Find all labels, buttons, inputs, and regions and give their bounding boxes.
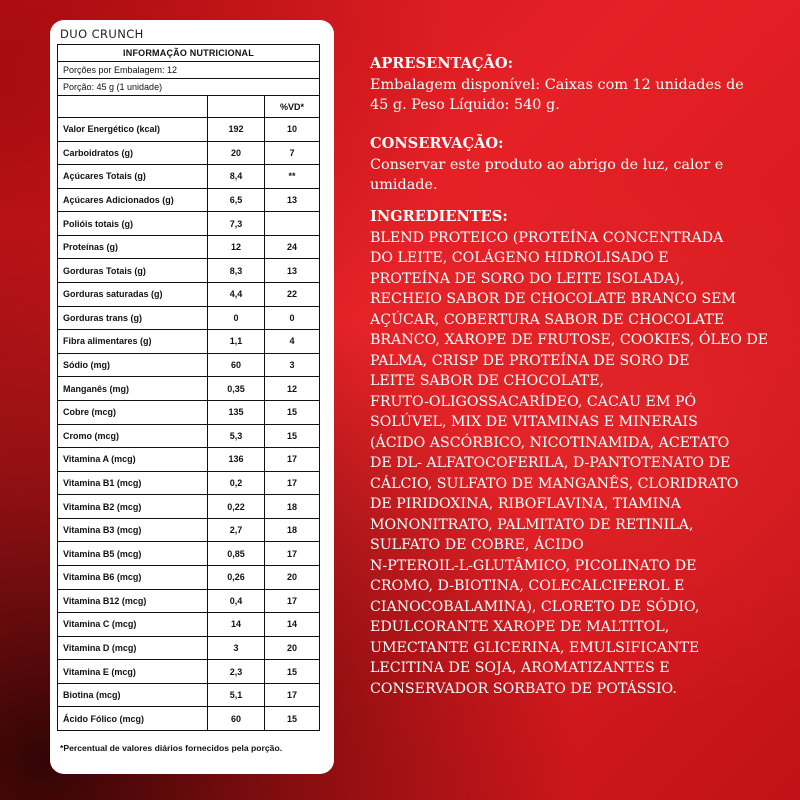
table-footnote: *Percentual de valores diários fornecidos pela porção. <box>60 743 283 753</box>
table-row <box>58 283 320 307</box>
nutrient-vd: 18 <box>265 495 320 519</box>
nutrient-vd: 20 <box>265 565 320 589</box>
nutrient-vd: 24 <box>265 235 320 259</box>
nutrient-quantity: 6,5 <box>208 188 265 212</box>
nutrient-vd: 14 <box>265 613 320 637</box>
nutrient-vd: 18 <box>265 518 320 542</box>
nutrient-name: Fibra alimentares (g) <box>58 330 208 354</box>
nutrient-vd: 12 <box>265 377 320 401</box>
nutrient-name: Açúcares Adicionados (g) <box>58 188 208 212</box>
nutrient-name: Polióis totais (g) <box>58 212 208 236</box>
nutrient-vd: 7 <box>265 141 320 165</box>
ingredients-text-line: UMECTANTE GLICERINA, EMULSIFICANTE <box>370 639 700 656</box>
serving-size: Porção: 45 g (1 unidade) <box>58 79 320 96</box>
nutrient-name: Biotina (mcg) <box>58 683 208 707</box>
table-row <box>58 353 320 377</box>
conservation-heading: CONSERVAÇÃO: <box>370 135 504 152</box>
nutrient-quantity: 2,3 <box>208 660 265 684</box>
vd-header: %VD* <box>265 96 320 118</box>
nutrient-vd: 17 <box>265 471 320 495</box>
table-row <box>58 188 320 212</box>
nutrient-vd: 15 <box>265 707 320 731</box>
ingredients-text-line: SOLÚVEL, MIX DE VITAMINAS E MINERAIS <box>370 414 698 431</box>
nutrient-name: Cobre (mcg) <box>58 400 208 424</box>
nutrient-name: Vitamina D (mcg) <box>58 636 208 660</box>
ingredients-text-line: N-PTEROIL-L-GLUTÂMICO, PICOLINATO DE <box>370 557 697 574</box>
nutrient-name: Sódio (mg) <box>58 353 208 377</box>
table-row <box>58 495 320 519</box>
nutrient-vd: 15 <box>265 424 320 448</box>
ingredients-text-line: CIANOCOBALAMINA), CLORETO DE SÓDIO, <box>370 598 700 615</box>
presentation-text-line: Embalagem disponível: Caixas com 12 unidades de <box>370 76 744 93</box>
nutrient-vd: 3 <box>265 353 320 377</box>
nutrient-vd: 15 <box>265 400 320 424</box>
table-row <box>58 542 320 566</box>
ingredients-text-line: (ÁCIDO ASCÓRBICO, NICOTINAMIDA, ACETATO <box>370 434 730 451</box>
table-title: INFORMAÇÃO NUTRICIONAL <box>58 45 320 62</box>
nutrient-quantity: 135 <box>208 400 265 424</box>
nutrient-quantity: 5,3 <box>208 424 265 448</box>
table-row <box>58 613 320 637</box>
ingredients-text-line: BLEND PROTEICO (PROTEÍNA CONCENTRADA <box>370 229 724 246</box>
nutrient-name: Gorduras trans (g) <box>58 306 208 330</box>
table-row <box>58 660 320 684</box>
nutrient-name: Vitamina E (mcg) <box>58 660 208 684</box>
nutrient-quantity: 0,26 <box>208 565 265 589</box>
ingredients-text-line: CROMO, D-BIOTINA, COLECALCIFEROL E <box>370 578 685 595</box>
table-row <box>58 377 320 401</box>
nutrient-vd: 20 <box>265 636 320 660</box>
nutrient-quantity: 8,3 <box>208 259 265 283</box>
nutrient-name: Vitamina B12 (mcg) <box>58 589 208 613</box>
nutrient-quantity: 8,4 <box>208 165 265 189</box>
table-row <box>58 330 320 354</box>
servings-per-package: Porções por Embalagem: 12 <box>58 62 320 79</box>
nutrient-name: Vitamina B2 (mcg) <box>58 495 208 519</box>
table-row <box>58 118 320 142</box>
nutrient-name: Proteínas (g) <box>58 235 208 259</box>
table-row <box>58 707 320 731</box>
nutrient-quantity: 14 <box>208 613 265 637</box>
ingredients-heading: INGREDIENTES: <box>370 208 508 225</box>
table-row <box>58 589 320 613</box>
nutrient-name: Gorduras Totais (g) <box>58 259 208 283</box>
ingredients-text-line: DE DL- ALFATOCOFERILA, D-PANTOTENATO DE <box>370 455 731 472</box>
nutrient-name: Vitamina B1 (mcg) <box>58 471 208 495</box>
nutrient-quantity: 4,4 <box>208 283 265 307</box>
nutrient-quantity: 0,35 <box>208 377 265 401</box>
nutrient-quantity: 3 <box>208 636 265 660</box>
nutrient-vd: 4 <box>265 330 320 354</box>
table-row <box>58 141 320 165</box>
nutrient-quantity: 192 <box>208 118 265 142</box>
serving-size-row <box>58 79 320 96</box>
ingredients-section <box>370 207 795 699</box>
table-row <box>58 448 320 472</box>
presentation-section <box>370 54 795 116</box>
ingredients-text-line: RECHEIO SABOR DE CHOCOLATE BRANCO SEM <box>370 291 737 308</box>
ingredients-text-line: DE PIRIDOXINA, RIBOFLAVINA, TIAMINA <box>370 496 681 513</box>
ingredients-text-line: EDULCORANTE XAROPE DE MALTITOL, <box>370 619 670 636</box>
nutrient-name: Gorduras saturadas (g) <box>58 283 208 307</box>
nutrient-quantity: 0 <box>208 306 265 330</box>
ingredients-text-line: DO LEITE, COLÁGENO HIDROLISADO E <box>370 250 669 267</box>
servings-row <box>58 62 320 79</box>
table-row <box>58 259 320 283</box>
nutrient-vd: 22 <box>265 283 320 307</box>
table-row <box>58 471 320 495</box>
table-row <box>58 518 320 542</box>
nutrient-vd: 13 <box>265 259 320 283</box>
nutrient-quantity: 0,85 <box>208 542 265 566</box>
nutrient-quantity: 0,4 <box>208 589 265 613</box>
nutrient-vd: 0 <box>265 306 320 330</box>
nutrient-quantity: 20 <box>208 141 265 165</box>
nutrient-name: Valor Energético (kcal) <box>58 118 208 142</box>
table-row <box>58 424 320 448</box>
nutrient-quantity: 0,2 <box>208 471 265 495</box>
nutrient-name: Cromo (mcg) <box>58 424 208 448</box>
nutrient-quantity: 136 <box>208 448 265 472</box>
table-row <box>58 636 320 660</box>
ingredients-text-line: CÁLCIO, SULFATO DE MANGANÊS, CLORIDRATO <box>370 475 739 492</box>
header-blank <box>58 96 208 118</box>
nutrient-quantity: 2,7 <box>208 518 265 542</box>
nutrient-name: Vitamina B3 (mcg) <box>58 518 208 542</box>
header-blank <box>208 96 265 118</box>
nutrient-vd: 17 <box>265 448 320 472</box>
conservation-text-line: Conservar este produto ao abrigo de luz, calor e <box>370 156 724 173</box>
ingredients-text-line: BRANCO, XAROPE DE FRUTOSE, COOKIES, ÓLEO DE <box>370 332 769 349</box>
table-header-row <box>58 96 320 118</box>
table-row <box>58 400 320 424</box>
nutrient-name: Ácido Fólico (mcg) <box>58 707 208 731</box>
nutrient-vd: 17 <box>265 589 320 613</box>
nutrient-name: Açúcares Totais (g) <box>58 165 208 189</box>
nutrient-vd: 17 <box>265 542 320 566</box>
nutrient-name: Manganês (mg) <box>58 377 208 401</box>
nutrient-name: Carboidratos (g) <box>58 141 208 165</box>
table-row <box>58 306 320 330</box>
nutrient-name: Vitamina B5 (mcg) <box>58 542 208 566</box>
ingredients-text-line: LECITINA DE SOJA, AROMATIZANTES E <box>370 660 670 677</box>
brand-name: DUO CRUNCH <box>60 27 144 41</box>
nutrient-name: Vitamina C (mcg) <box>58 613 208 637</box>
nutrient-name: Vitamina B6 (mcg) <box>58 565 208 589</box>
ingredients-text-line: AÇÚCAR, COBERTURA SABOR DE CHOCOLATE <box>370 311 725 328</box>
nutrient-vd <box>265 212 320 236</box>
nutrient-vd: 15 <box>265 660 320 684</box>
ingredients-text-line: PALMA, CRISP DE PROTEÍNA DE SORO DE <box>370 352 690 369</box>
conservation-section <box>370 134 795 196</box>
table-row <box>58 565 320 589</box>
ingredients-text-line: LEITE SABOR DE CHOCOLATE, <box>370 373 604 390</box>
presentation-heading: APRESENTAÇÃO: <box>370 55 513 72</box>
nutrient-quantity: 1,1 <box>208 330 265 354</box>
ingredients-text-line: SULFATO DE COBRE, ÁCIDO <box>370 537 584 554</box>
nutrient-quantity: 5,1 <box>208 683 265 707</box>
ingredients-text-line: MONONITRATO, PALMITATO DE RETINILA, <box>370 516 694 533</box>
table-row <box>58 235 320 259</box>
nutrient-quantity: 0,22 <box>208 495 265 519</box>
nutrient-quantity: 7,3 <box>208 212 265 236</box>
nutrient-quantity: 60 <box>208 707 265 731</box>
nutrient-vd: 17 <box>265 683 320 707</box>
presentation-text-line: 45 g. Peso Líquido: 540 g. <box>370 97 560 114</box>
nutrient-vd: 13 <box>265 188 320 212</box>
nutrition-table <box>57 44 320 731</box>
conservation-text-line: umidade. <box>370 177 438 194</box>
table-title-row <box>58 45 320 62</box>
ingredients-text-line: PROTEÍNA DE SORO DO LEITE ISOLADA), <box>370 270 685 287</box>
nutrient-vd: ** <box>265 165 320 189</box>
nutrient-name: Vitamina A (mcg) <box>58 448 208 472</box>
nutrient-vd: 10 <box>265 118 320 142</box>
ingredients-text-line: CONSERVADOR SORBATO DE POTÁSSIO. <box>370 680 677 697</box>
table-row <box>58 212 320 236</box>
nutrient-quantity: 60 <box>208 353 265 377</box>
table-row <box>58 165 320 189</box>
ingredients-text-line: FRUTO-OLIGOSSACARÍDEO, CACAU EM PÓ <box>370 393 697 410</box>
table-row <box>58 683 320 707</box>
nutrient-quantity: 12 <box>208 235 265 259</box>
